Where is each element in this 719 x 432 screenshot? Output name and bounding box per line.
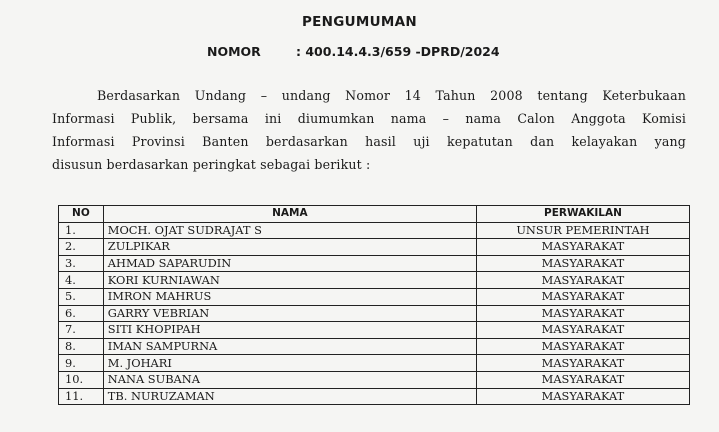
row-number: 6.	[59, 305, 104, 322]
row-name: SITI KHOPIPAH	[103, 322, 476, 339]
table-row	[59, 222, 690, 239]
row-perwakilan: MASYARAKAT	[476, 239, 689, 256]
row-number: 10.	[59, 371, 104, 388]
row-perwakilan: MASYARAKAT	[476, 305, 689, 322]
column-header-nama: NAMA	[103, 206, 476, 223]
table-row	[59, 305, 690, 322]
table-row	[59, 288, 690, 305]
nomor-label: NOMOR	[207, 44, 261, 59]
row-number: 7.	[59, 322, 104, 339]
table-row	[59, 338, 690, 355]
row-name: NANA SUBANA	[103, 371, 476, 388]
row-name: AHMAD SAPARUDIN	[103, 255, 476, 272]
table-header-row	[59, 206, 690, 223]
row-name: GARRY VEBRIAN	[103, 305, 476, 322]
nomor-value: : 400.14.4.3/659 -DPRD/2024	[296, 44, 500, 59]
row-number: 9.	[59, 355, 104, 372]
row-perwakilan: UNSUR PEMERINTAH	[476, 222, 689, 239]
row-perwakilan: MASYARAKAT	[476, 355, 689, 372]
table-row	[59, 255, 690, 272]
row-number: 5.	[59, 288, 104, 305]
row-perwakilan: MASYARAKAT	[476, 338, 689, 355]
row-perwakilan: MASYARAKAT	[476, 388, 689, 405]
row-name: IMAN SAMPURNA	[103, 338, 476, 355]
row-name: ZULPIKAR	[103, 239, 476, 256]
table-row	[59, 388, 690, 405]
table-row	[59, 371, 690, 388]
row-number: 2.	[59, 239, 104, 256]
paragraph-line: Informasi Provinsi Banten berdasarkan hasil uji kepatutan dan kelayakan yang	[52, 134, 686, 149]
row-name: KORI KURNIAWAN	[103, 272, 476, 289]
row-perwakilan: MASYARAKAT	[476, 322, 689, 339]
paragraph-line: Informasi Publik, bersama ini diumumkan nama – nama Calon Anggota Komisi	[52, 111, 686, 126]
table-row	[59, 355, 690, 372]
row-name: IMRON MAHRUS	[103, 288, 476, 305]
row-number: 11.	[59, 388, 104, 405]
row-perwakilan: MASYARAKAT	[476, 255, 689, 272]
table-row	[59, 272, 690, 289]
row-number: 8.	[59, 338, 104, 355]
table-row	[59, 322, 690, 339]
announcement-paragraph	[52, 84, 686, 176]
row-perwakilan: MASYARAKAT	[476, 371, 689, 388]
column-header-no: NO	[59, 206, 104, 223]
paragraph-line: Berdasarkan Undang – undang Nomor 14 Tahun 2008 tentang Keterbukaan	[97, 88, 686, 103]
row-number: 1.	[59, 222, 104, 239]
row-name: M. JOHARI	[103, 355, 476, 372]
row-perwakilan: MASYARAKAT	[476, 272, 689, 289]
candidate-table	[58, 205, 690, 405]
column-header-perwakilan: PERWAKILAN	[476, 206, 689, 223]
row-perwakilan: MASYARAKAT	[476, 288, 689, 305]
table-row	[59, 239, 690, 256]
row-name: TB. NURUZAMAN	[103, 388, 476, 405]
row-number: 4.	[59, 272, 104, 289]
row-name: MOCH. OJAT SUDRAJAT S	[103, 222, 476, 239]
paragraph-line: disusun berdasarkan peringkat sebagai berikut :	[52, 157, 371, 172]
page-title: PENGUMUMAN	[301, 14, 418, 30]
row-number: 3.	[59, 255, 104, 272]
